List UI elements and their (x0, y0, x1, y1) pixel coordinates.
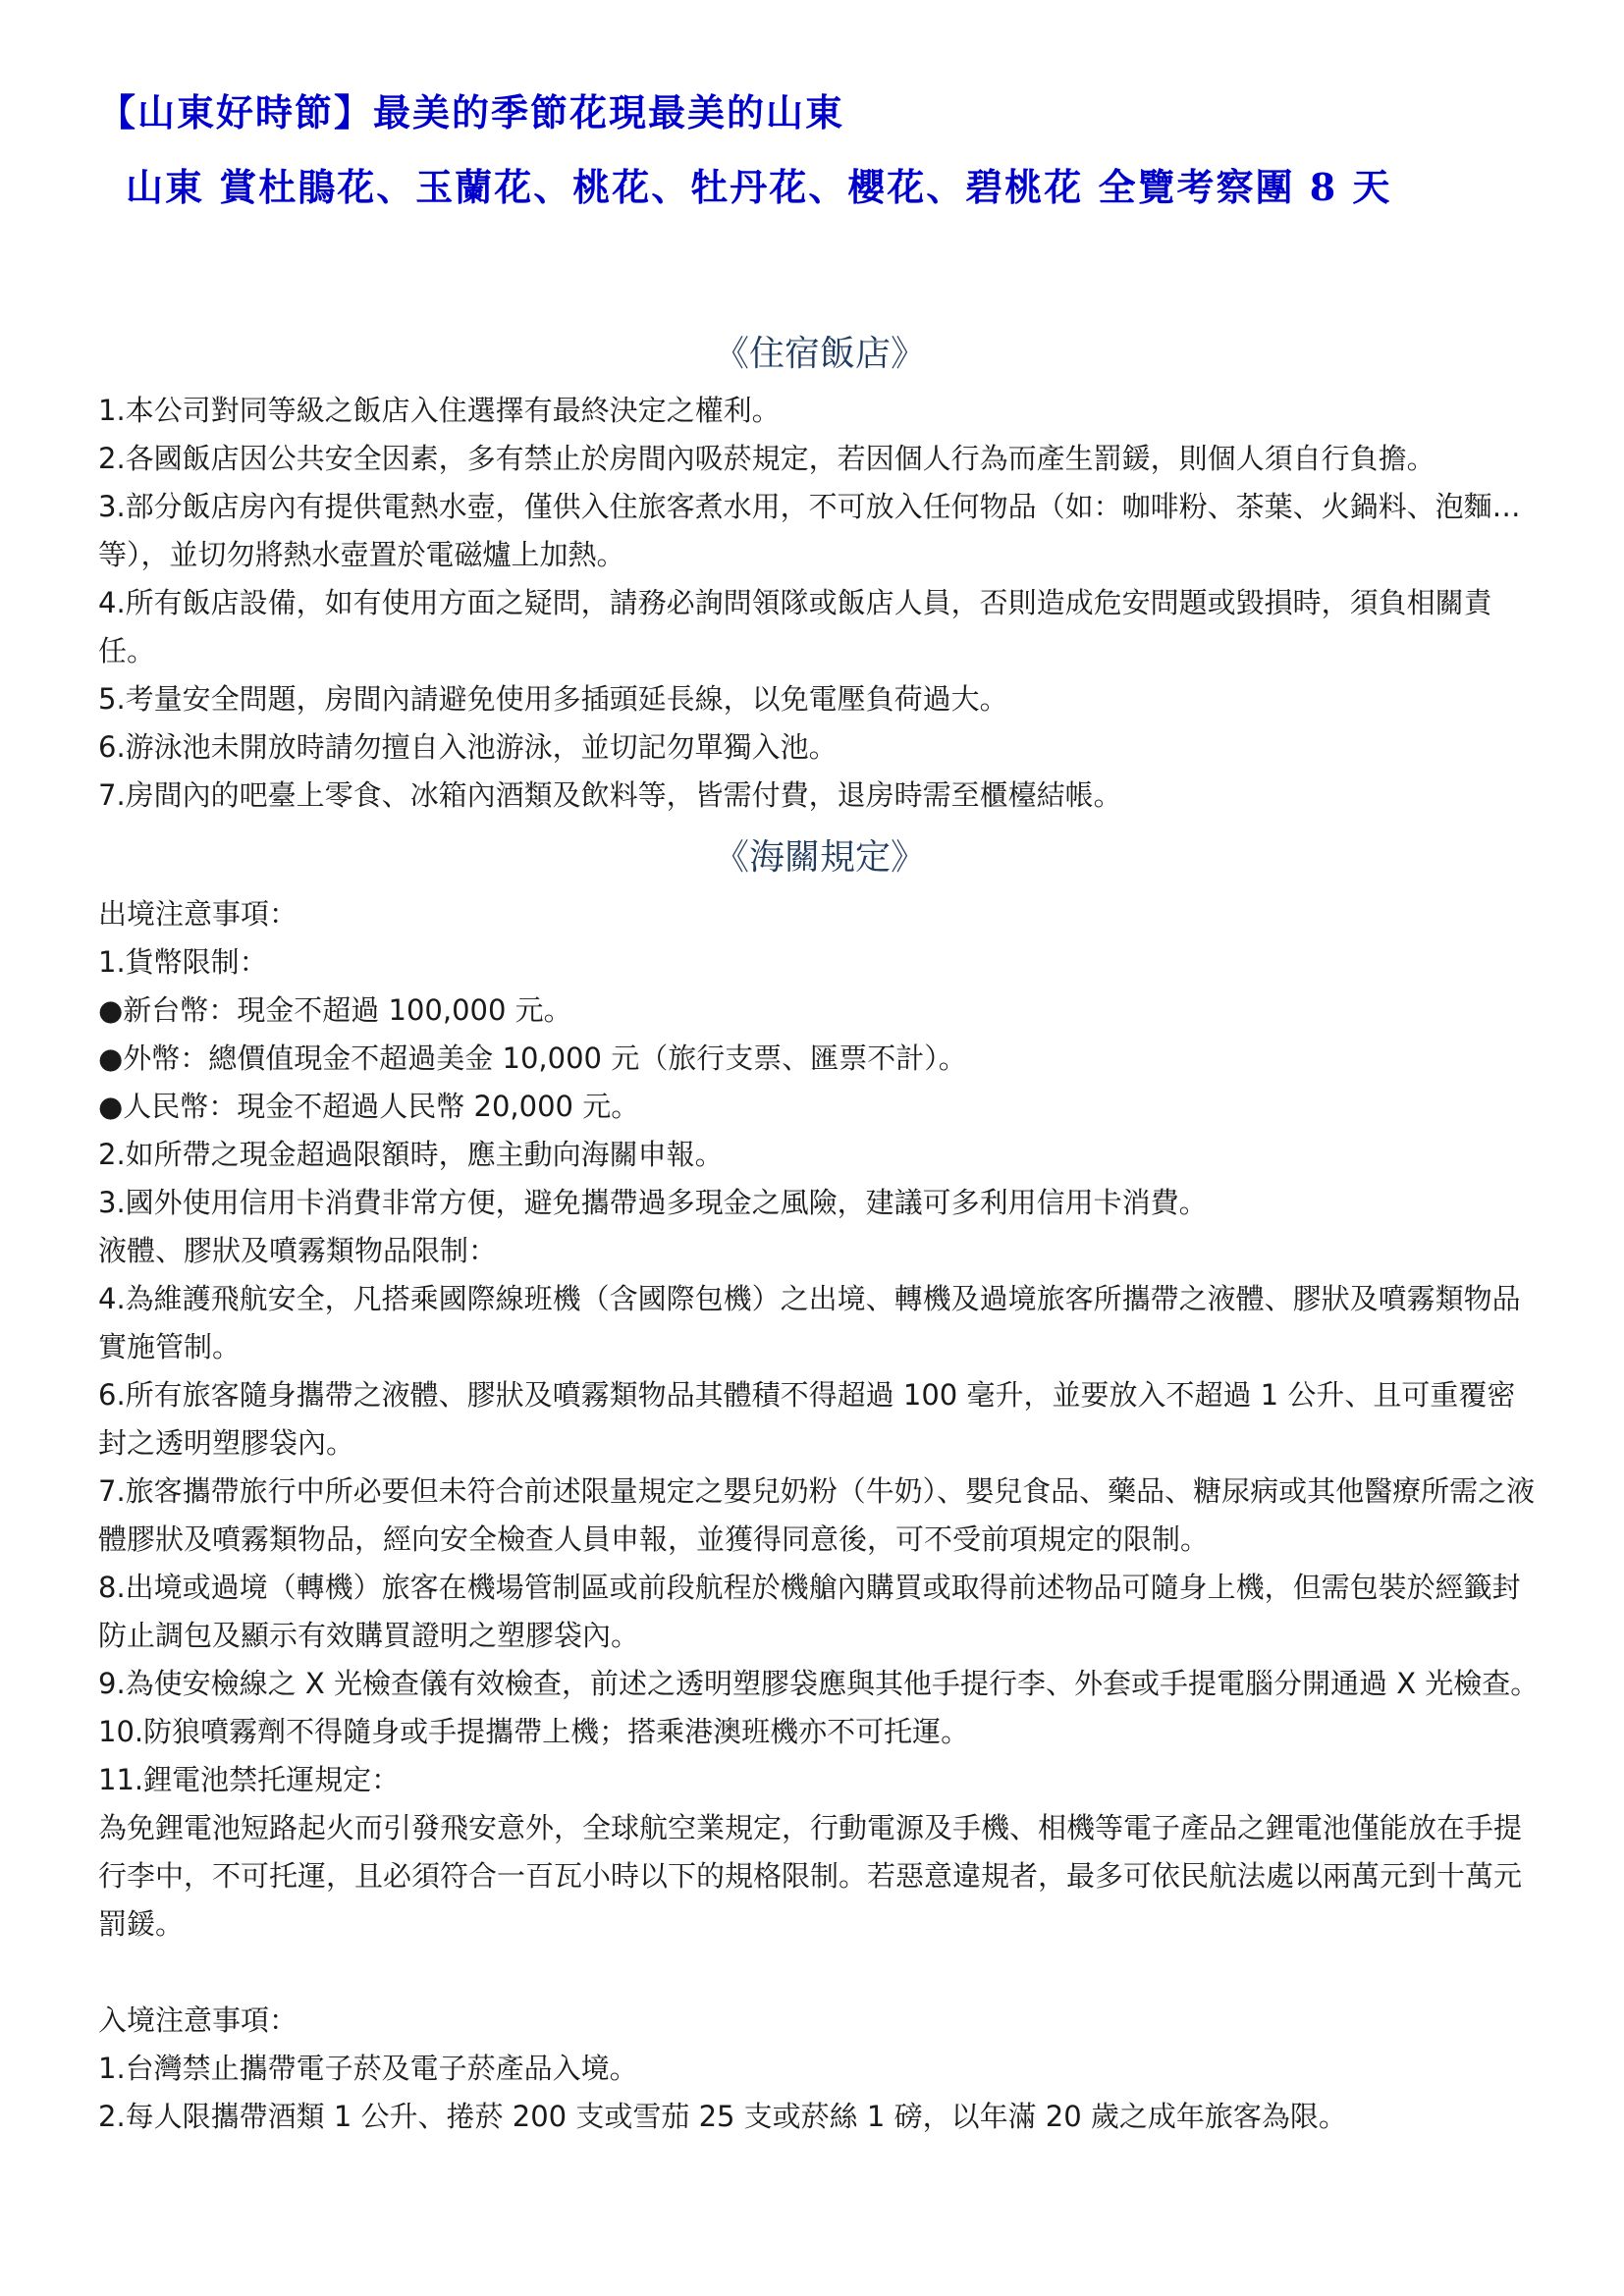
exit-notice-title: 出境注意事項： (98, 897, 298, 931)
exit-rule-item: ●新台幣：現金不超過 100,000 元。 (98, 993, 572, 1027)
customs-exit-list (98, 890, 1542, 1949)
exit-rule-item: 10.防狼噴霧劑不得隨身或手提攜帶上機；搭乘港澳班機亦不可托運。 (98, 1715, 970, 1748)
exit-rule-item: 1.貨幣限制： (98, 945, 268, 979)
document-page (98, 88, 1542, 2141)
customs-entry-list (98, 1997, 1542, 2141)
hotel-rule-item: 5.考量安全問題，房間內請避免使用多插頭延長線，以免電壓負荷過大。 (98, 682, 1008, 716)
exit-rule-subtitle: 液體、膠狀及噴霧類物品限制： (98, 1234, 498, 1267)
customs-section-heading: 《海關規定》 (713, 837, 926, 878)
title-line-1: 【山東好時節】最美的季節花現最美的山東 (98, 90, 845, 134)
hotel-section-heading: 《住宿飯店》 (713, 334, 926, 374)
exit-rule-item: 4.為維護飛航安全，凡搭乘國際線班機（含國際包機）之出境、轉機及過境旅客所攜帶之液體、膠狀及噴霧類物品實施管制。 (98, 1282, 1521, 1363)
exit-rule-item: 3.國外使用信用卡消費非常方便，避免攜帶過多現金之風險，建議可多利用信用卡消費。 (98, 1186, 1208, 1219)
exit-rule-item: 7.旅客攜帶旅行中所必要但未符合前述限量規定之嬰兒奶粉（牛奶）、嬰兒食品、藥品、糖尿病或其他醫療所需之液體膠狀及噴霧類物品，經向安全檢查人員申報，並獲得同意後，可不受前項規定的限制。 (98, 1474, 1536, 1556)
exit-rule-item: ●人民幣：現金不超過人民幣 20,000 元。 (98, 1090, 640, 1123)
exit-rule-item: 11.鋰電池禁托運規定： (98, 1763, 401, 1796)
hotel-rule-item: 6.游泳池未開放時請勿擅自入池游泳，並切記勿單獨入池。 (98, 730, 838, 764)
exit-rule-item: 8.出境或過境（轉機）旅客在機場管制區或前段航程於機艙內購買或取得前述物品可隨身上機，但需包裝於經籤封防止調包及顯示有效購買證明之塑膠袋內。 (98, 1571, 1521, 1652)
section-spacer (98, 1949, 1542, 1997)
hotel-rule-item: 3.部分飯店房內有提供電熱水壺，僅供入住旅客煮水用，不可放入任何物品（如：咖啡粉、茶葉、火鍋料、泡麵…等），並切勿將熱水壺置於電磁爐上加熱。 (98, 490, 1521, 571)
entry-rule-item: 2.每人限攜帶酒類 1 公升、捲菸 200 支或雪茄 25 支或菸絲 1 磅，以年滿 20 歲之成年旅客為限。 (98, 2100, 1347, 2133)
exit-rule-item: 2.如所帶之現金超過限額時，應主動向海關申報。 (98, 1138, 724, 1171)
exit-rule-item: 6.所有旅客隨身攜帶之液體、膠狀及噴霧類物品其體積不得超過 100 毫升，並要放入不超過 1 公升、且可重覆密封之透明塑膠袋內。 (98, 1378, 1516, 1460)
title-line-2: 山東 賞杜鵑花、玉蘭花、桃花、牡丹花、櫻花、碧桃花 全覽考察團 8 天 (126, 165, 1392, 209)
exit-rule-item: 9.為使安檢線之 X 光檢查儀有效檢查，前述之透明塑膠袋應與其他手提行李、外套或手提電腦分開通過 X 光檢查。 (98, 1667, 1540, 1700)
hotel-rule-item: 4.所有飯店設備，如有使用方面之疑問，請務必詢問領隊或飯店人員，否則造成危安問題或毀損時，須負相關責任。 (98, 586, 1492, 667)
exit-rule-item: 為免鋰電池短路起火而引發飛安意外，全球航空業規定，行動電源及手機、相機等電子產品之鋰電池僅能放在手提行李中，不可托運，且必須符合一百瓦小時以下的規格限制。若惡意違規者，最多可依民航法處以兩萬元到十萬元罰鍰。 (98, 1811, 1523, 1941)
exit-rule-item: ●外幣：總價值現金不超過美金 10,000 元（旅行支票、匯票不計）。 (98, 1041, 967, 1075)
entry-rule-item: 1.台灣禁止攜帶電子菸及電子菸產品入境。 (98, 2052, 638, 2085)
entry-notice-title: 入境注意事項： (98, 2003, 298, 2037)
hotel-rules-list (98, 387, 1542, 820)
hotel-rule-item: 7.房間內的吧臺上零食、冰箱內酒類及飲料等，皆需付費，退房時需至櫃檯結帳。 (98, 778, 1122, 812)
hotel-rule-item: 2.各國飯店因公共安全因素，多有禁止於房間內吸菸規定，若因個人行為而產生罰鍰，則個人須自行負擔。 (98, 442, 1435, 475)
hotel-rule-item: 1.本公司對同等級之飯店入住選擇有最終決定之權利。 (98, 394, 781, 427)
